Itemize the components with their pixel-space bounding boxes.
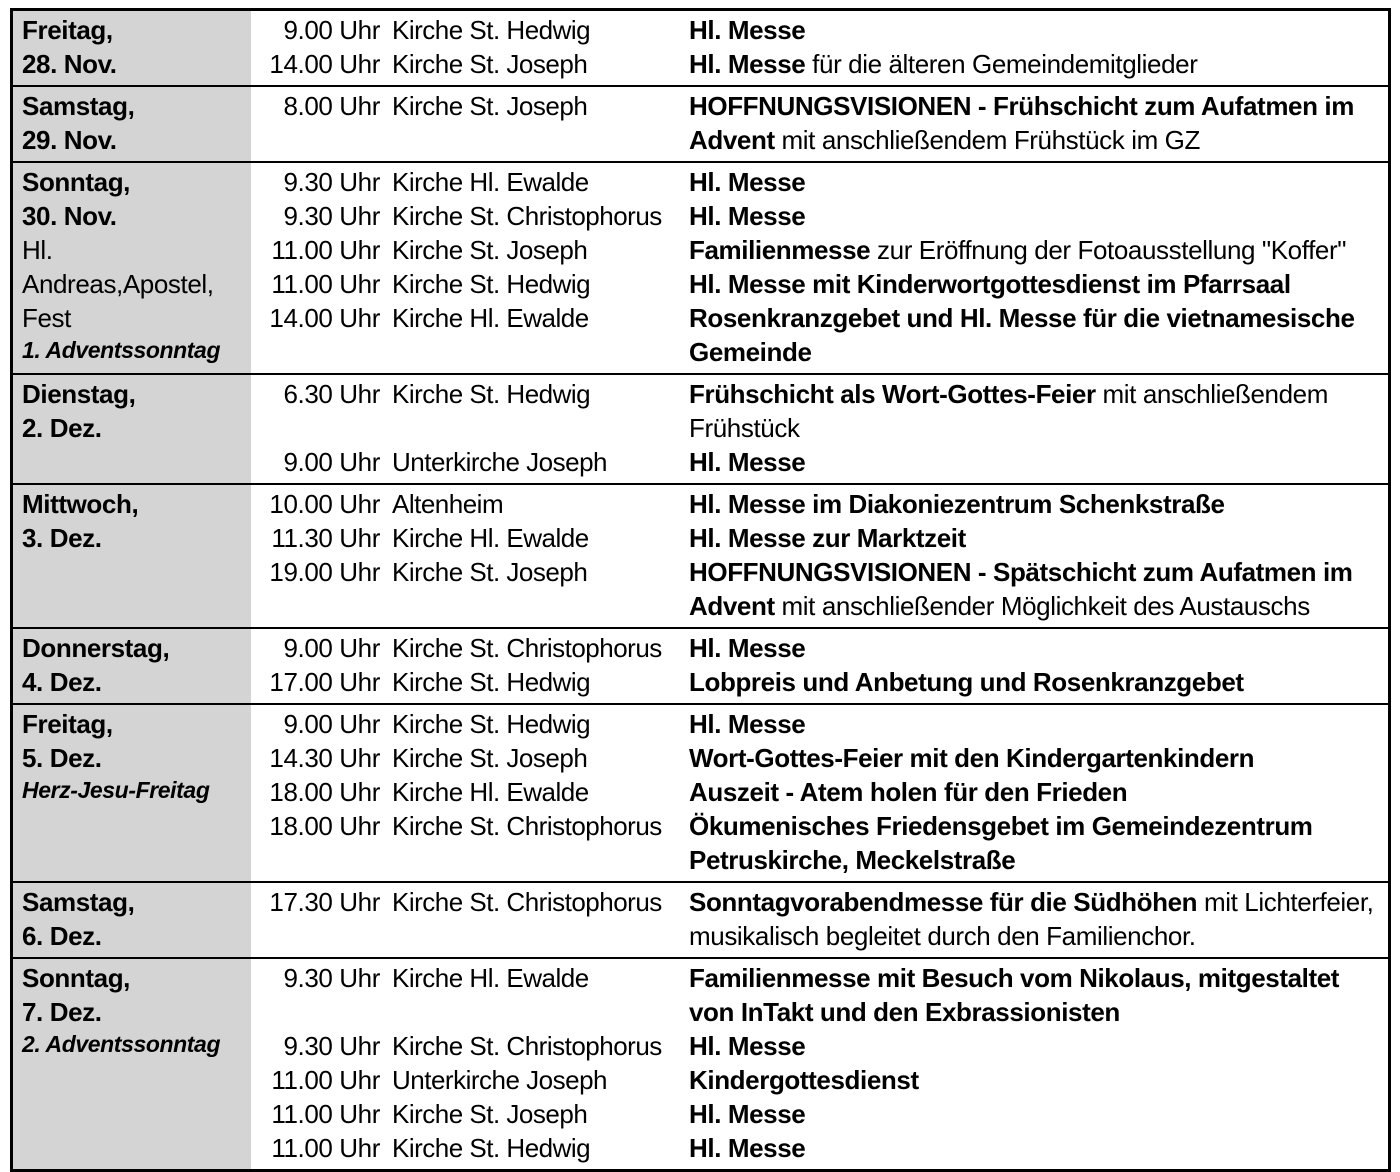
event-location: Kirche St. Hedwig (392, 1133, 591, 1163)
event-description (677, 301, 1388, 369)
event-time: 11.00 Uhr (271, 269, 380, 299)
event-description (677, 165, 1388, 199)
event-time: 11.00 Uhr (271, 1099, 380, 1129)
event-title-bold: Kindergottesdienst (689, 1065, 919, 1095)
event-time: 14.00 Uhr (269, 49, 380, 79)
event-title-bold: Rosenkranzgebet und Hl. Messe für die vietnamesische Gemeinde (689, 303, 1355, 367)
event-location: Kirche St. Joseph (392, 557, 588, 587)
event-description (677, 961, 1388, 1029)
event-location: Unterkirche Joseph (392, 447, 607, 477)
event-location: Kirche St. Christophorus (392, 1031, 662, 1061)
event-description (677, 1097, 1388, 1131)
event-title-bold: Wort-Gottes-Feier mit den Kindergartenkindern (689, 743, 1255, 773)
event-time: 17.00 Uhr (269, 667, 380, 697)
day-line: Freitag, (22, 15, 113, 45)
event-description (677, 1063, 1388, 1097)
event-title-bold: Hl. Messe (689, 49, 806, 79)
day-line: 3. Dez. (22, 523, 102, 553)
day-line: 2. Adventssonntag (22, 1031, 221, 1057)
event-time: 18.00 Uhr (269, 777, 380, 807)
event-title-bold: Hl. Messe (689, 201, 806, 231)
day-cell (13, 705, 251, 881)
event-time: 6.30 Uhr (283, 379, 380, 409)
event-location: Kirche St. Hedwig (392, 667, 591, 697)
event-time: 18.00 Uhr (269, 811, 380, 841)
event-description (677, 1029, 1388, 1063)
event-description (677, 775, 1388, 809)
event-location: Unterkirche Joseph (392, 1065, 607, 1095)
day-cell (13, 375, 251, 483)
event-location: Kirche Hl. Ewalde (392, 963, 589, 993)
event-time: 10.00 Uhr (269, 489, 380, 519)
events-grid (251, 485, 1388, 627)
event-description (677, 199, 1388, 233)
event-title-rest: mit anschließendem Frühstück im GZ (774, 125, 1200, 155)
event-location: Kirche Hl. Ewalde (392, 303, 589, 333)
day-line: 5. Dez. (22, 743, 102, 773)
event-title-rest: mit Lichterfeier, musikalisch begleitet durch den Familienchor. (689, 887, 1374, 951)
event-time: 11.00 Uhr (271, 1133, 380, 1163)
event-location: Kirche St. Christophorus (392, 633, 662, 663)
day-line: Samstag, (22, 91, 135, 121)
event-location: Kirche St. Hedwig (392, 709, 591, 739)
day-cell (13, 629, 251, 703)
day-row (13, 881, 1388, 957)
day-line: Freitag, (22, 709, 113, 739)
event-time: 9.30 Uhr (283, 167, 380, 197)
event-time: 14.30 Uhr (269, 743, 380, 773)
day-line: 28. Nov. (22, 49, 117, 79)
events-grid (251, 883, 1388, 957)
day-line: Donnerstag, (22, 633, 170, 663)
events-grid (251, 705, 1388, 881)
event-description (677, 885, 1388, 953)
event-description (677, 89, 1388, 157)
event-description (677, 741, 1388, 775)
event-title-bold: Hl. Messe (689, 1133, 806, 1163)
event-time: 9.30 Uhr (283, 201, 380, 231)
events-grid (251, 959, 1388, 1169)
event-description (677, 631, 1388, 665)
event-title-bold: Hl. Messe (689, 15, 806, 45)
day-line: Herz-Jesu-Freitag (22, 777, 210, 803)
events-grid (251, 163, 1388, 373)
event-title-rest: zur Eröffnung der Fotoausstellung "Koffer" (870, 235, 1347, 265)
event-description (677, 233, 1388, 267)
event-description (677, 665, 1388, 699)
day-line: Sonntag, (22, 963, 131, 993)
event-location: Kirche St. Christophorus (392, 887, 662, 917)
event-location: Kirche St. Hedwig (392, 15, 591, 45)
event-description (677, 809, 1388, 877)
events-grid (251, 375, 1388, 483)
day-line: 7. Dez. (22, 997, 102, 1027)
events-grid (251, 87, 1388, 161)
event-title-bold: Hl. Messe im Diakoniezentrum Schenkstraße (689, 489, 1225, 519)
event-location: Kirche St. Joseph (392, 91, 588, 121)
day-line: Mittwoch, (22, 489, 139, 519)
event-title-bold: HOFFNUNGSVISIONEN - Frühschicht zum Aufatmen im Advent (689, 91, 1354, 155)
event-location: Kirche Hl. Ewalde (392, 167, 589, 197)
event-location: Kirche St. Joseph (392, 743, 588, 773)
event-description (677, 1131, 1388, 1165)
day-row (13, 85, 1388, 161)
day-cell (13, 959, 251, 1169)
event-location: Kirche St. Hedwig (392, 379, 591, 409)
day-line: Hl. Andreas,Apostel, (22, 235, 214, 299)
event-title-bold: Hl. Messe (689, 167, 806, 197)
event-time: 11.30 Uhr (271, 523, 380, 553)
day-line: 30. Nov. (22, 201, 117, 231)
day-row (13, 627, 1388, 703)
event-title-rest: für die älteren Gemeindemitglieder (805, 49, 1198, 79)
event-time: 9.00 Uhr (283, 709, 380, 739)
day-row (13, 483, 1388, 627)
event-time: 14.00 Uhr (269, 303, 380, 333)
event-location: Altenheim (392, 489, 504, 519)
schedule-table (10, 8, 1391, 1172)
event-title-bold: Hl. Messe (689, 709, 806, 739)
event-description (677, 555, 1388, 623)
day-row (13, 161, 1388, 373)
day-line: 2. Dez. (22, 413, 102, 443)
day-line: 6. Dez. (22, 921, 102, 951)
day-cell (13, 163, 251, 373)
event-location: Kirche Hl. Ewalde (392, 777, 589, 807)
event-description (677, 377, 1388, 445)
events-grid (251, 629, 1388, 703)
event-description (677, 521, 1388, 555)
event-description (677, 47, 1388, 81)
event-time: 17.30 Uhr (269, 887, 380, 917)
event-title-bold: Hl. Messe zur Marktzeit (689, 523, 966, 553)
event-location: Kirche St. Joseph (392, 235, 588, 265)
day-line: 4. Dez. (22, 667, 102, 697)
event-location: Kirche St. Christophorus (392, 201, 662, 231)
event-location: Kirche St. Hedwig (392, 269, 591, 299)
event-title-rest: mit anschließendem Frühstück (689, 379, 1328, 443)
event-title-bold: HOFFNUNGSVISIONEN - Spätschicht zum Aufatmen im Advent (689, 557, 1353, 621)
event-time: 9.30 Uhr (283, 963, 380, 993)
event-time: 9.00 Uhr (283, 447, 380, 477)
day-line: Fest (22, 303, 71, 333)
event-location: Kirche Hl. Ewalde (392, 523, 589, 553)
event-location: Kirche St. Joseph (392, 1099, 588, 1129)
day-cell (13, 87, 251, 161)
event-title-bold: Frühschicht als Wort-Gottes-Feier (689, 379, 1096, 409)
event-location: Kirche St. Christophorus (392, 811, 662, 841)
day-line: 29. Nov. (22, 125, 117, 155)
event-title-bold: Familienmesse (689, 235, 871, 265)
event-time: 11.00 Uhr (271, 235, 380, 265)
event-title-bold: Hl. Messe (689, 1099, 806, 1129)
day-cell (13, 485, 251, 627)
event-description (677, 267, 1388, 301)
event-description (677, 707, 1388, 741)
event-description (677, 487, 1388, 521)
event-title-rest: mit anschließender Möglichkeit des Austauschs (774, 591, 1310, 621)
event-time: 19.00 Uhr (269, 557, 380, 587)
event-title-bold: Hl. Messe (689, 1031, 806, 1061)
day-line: Sonntag, (22, 167, 131, 197)
event-description (677, 445, 1388, 479)
day-line: Dienstag, (22, 379, 136, 409)
event-title-bold: Sonntagvorabendmesse für die Südhöhen (689, 887, 1198, 917)
event-time: 9.00 Uhr (283, 15, 380, 45)
event-title-bold: Familienmesse mit Besuch vom Nikolaus, mitgestaltet von InTakt und den Exbrassionisten (689, 963, 1340, 1027)
day-cell (13, 883, 251, 957)
event-title-bold: Ökumenisches Friedensgebet im Gemeindezentrum Petruskirche, Meckelstraße (689, 811, 1313, 875)
day-line: Samstag, (22, 887, 135, 917)
day-row (13, 957, 1388, 1169)
event-title-bold: Auszeit - Atem holen für den Frieden (689, 777, 1128, 807)
event-location: Kirche St. Joseph (392, 49, 588, 79)
event-title-bold: Hl. Messe (689, 447, 806, 477)
event-time: 11.00 Uhr (271, 1065, 380, 1095)
day-row (13, 373, 1388, 483)
event-title-bold: Lobpreis und Anbetung und Rosenkranzgebet (689, 667, 1244, 697)
event-time: 9.30 Uhr (283, 1031, 380, 1061)
event-description (677, 13, 1388, 47)
event-time: 8.00 Uhr (283, 91, 380, 121)
event-time: 9.00 Uhr (283, 633, 380, 663)
event-title-bold: Hl. Messe (689, 633, 806, 663)
event-title-bold: Hl. Messe mit Kinderwortgottesdienst im Pfarrsaal (689, 269, 1291, 299)
day-cell (13, 11, 251, 85)
events-grid (251, 11, 1388, 85)
day-line: 1. Adventssonntag (22, 337, 221, 363)
day-row (13, 703, 1388, 881)
day-row (13, 11, 1388, 85)
